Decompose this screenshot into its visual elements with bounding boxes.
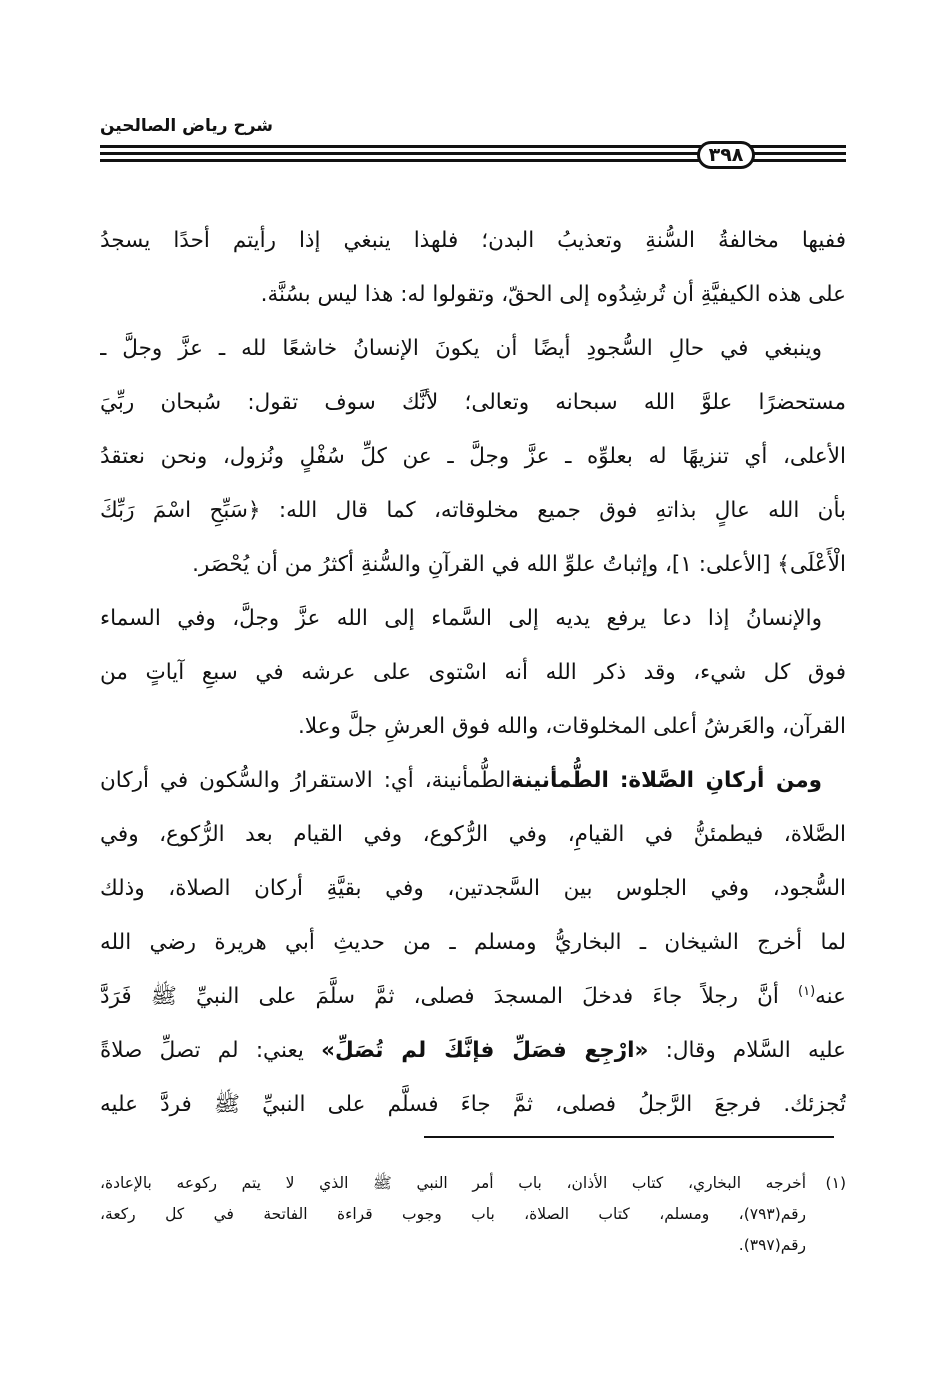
footnote-ref: (١): [798, 983, 816, 999]
footnote-text: أخرجه البخاري، كتاب الأذان، باب أمر النبي ﷺ الذي لا يتم ركوعه بالإعادة،: [100, 1174, 806, 1192]
footnote-line: رقم(٧٩٣)، ومسلم، كتاب الصلاة، باب وجوب قراءة الفاتحة في كل ركعة،: [100, 1205, 806, 1223]
text-line: تُجزئك. فرجعَ الرَّجلُ فصلى، ثمَّ جاءَ فسلَّم على النبيِّ ﷺ فردَّ عليه: [100, 1092, 846, 1117]
text-line: بأن الله عالٍ بذاتهِ فوق جميع مخلوقاته، كما قال الله: ﴿سَبِّحِ اسْمَ رَبِّكَ: [100, 498, 846, 523]
text-line: وينبغي في حالِ السُّجودِ أيضًا أن يكونَ الإنسانُ خاشعًا لله ـ عزَّ وجلَّ ـ: [100, 336, 822, 361]
anhu-word: عنه: [815, 984, 846, 1009]
footnote-line: [100, 1168, 846, 1199]
text-line: [100, 970, 846, 1024]
text-line: القرآن، والعَرشُ أعلى المخلوقات، والله فوق العرشِ جلَّ وعلا.: [298, 714, 846, 739]
page-number-badge: [697, 141, 755, 169]
text-line: مستحضرًا علوَّ الله سبحانه وتعالى؛ لأنَّك سوف تقول: سُبحان ربِّيَ: [100, 390, 846, 415]
running-header-title: شرح رياض الصالحين: [100, 116, 274, 136]
text-line: الأعلى، أي تنزيهًا له بعلوِّه ـ عزَّ وجلَّ ـ عن كلِّ سُفْلٍ ونُزول، ونحن نعتقدُ: [100, 444, 846, 469]
text-segment: أنَّ رجلاً جاءَ فدخلَ المسجدَ فصلى، ثمَّ سلَّمَ على النبيِّ ﷺ فَرَدَّ: [100, 984, 779, 1009]
footnote-separator: [424, 1136, 834, 1138]
text-segment: يعني: لم تصلِّ صلاةً: [100, 1038, 304, 1063]
footnote-line: رقم(٣٩٧).: [738, 1236, 806, 1254]
footnotes: [100, 1168, 846, 1261]
text-line: فوق كل شيء، وقد ذكر الله أنه اسْتوى على عرشه في سبعِ آياتٍ من: [100, 660, 846, 685]
text-segment: الطُّمأنينة، أي: الاستقرارُ والسُّكون في أركان: [100, 768, 512, 793]
footnote-number: (١): [825, 1174, 846, 1192]
hadith-quote: «ارْجِع فصَلِّ فإنَّكَ لم تُصَلِّ»: [321, 1038, 649, 1063]
text-segment: عليه السَّلام وقال:: [665, 1038, 846, 1063]
text-line: الصَّلاة، فيطمئنُّ في القيامِ، وفي الرُّكوع، وفي القيام بعد الرُّكوع، وفي: [100, 822, 846, 847]
text-line: والإنسانُ إذا دعا يرفع يديه إلى السَّماء إلى الله عزَّ وجلَّ، وفي السماء: [100, 606, 822, 631]
text-line: السُّجود، وفي الجلوس بين السَّجدتين، وفي بقيَّةِ أركان الصلاة، وذلك: [100, 876, 846, 901]
rukn-intro-bold: ومن أركانِ الصَّلاة:: [619, 768, 822, 793]
text-line: ومن أركانِ الصَّلاة: الطُّمأنينةالطُّمأنينة، أي: الاستقرارُ والسُّكون في أركان: [100, 768, 822, 793]
text-line: على هذه الكيفيَّةِ أن تُرشِدُوه إلى الحقّ، وتقولوا له: هذا ليس بسُنَّة.: [260, 282, 846, 307]
text-line: لما أخرج الشيخان ـ البخاريُّ ومسلم ـ من حديثِ أبي هريرة رضي الله: [100, 930, 846, 955]
page-number: ٣٩٨: [708, 144, 744, 166]
main-text: [100, 214, 846, 1132]
text-line: ففيها مخالفةُ السُّنةِ وتعذيبُ البدن؛ فلهذا ينبغي إذا رأيتم أحدًا يسجدُ: [100, 228, 846, 253]
text-line: [100, 1024, 846, 1078]
text-line: الْأَعْلَى﴾ [الأعلى: ١]، وإثباتُ علوِّ الله في القرآنِ والسُّنةِ أكثرُ من أن يُحْصَر.: [192, 552, 846, 577]
